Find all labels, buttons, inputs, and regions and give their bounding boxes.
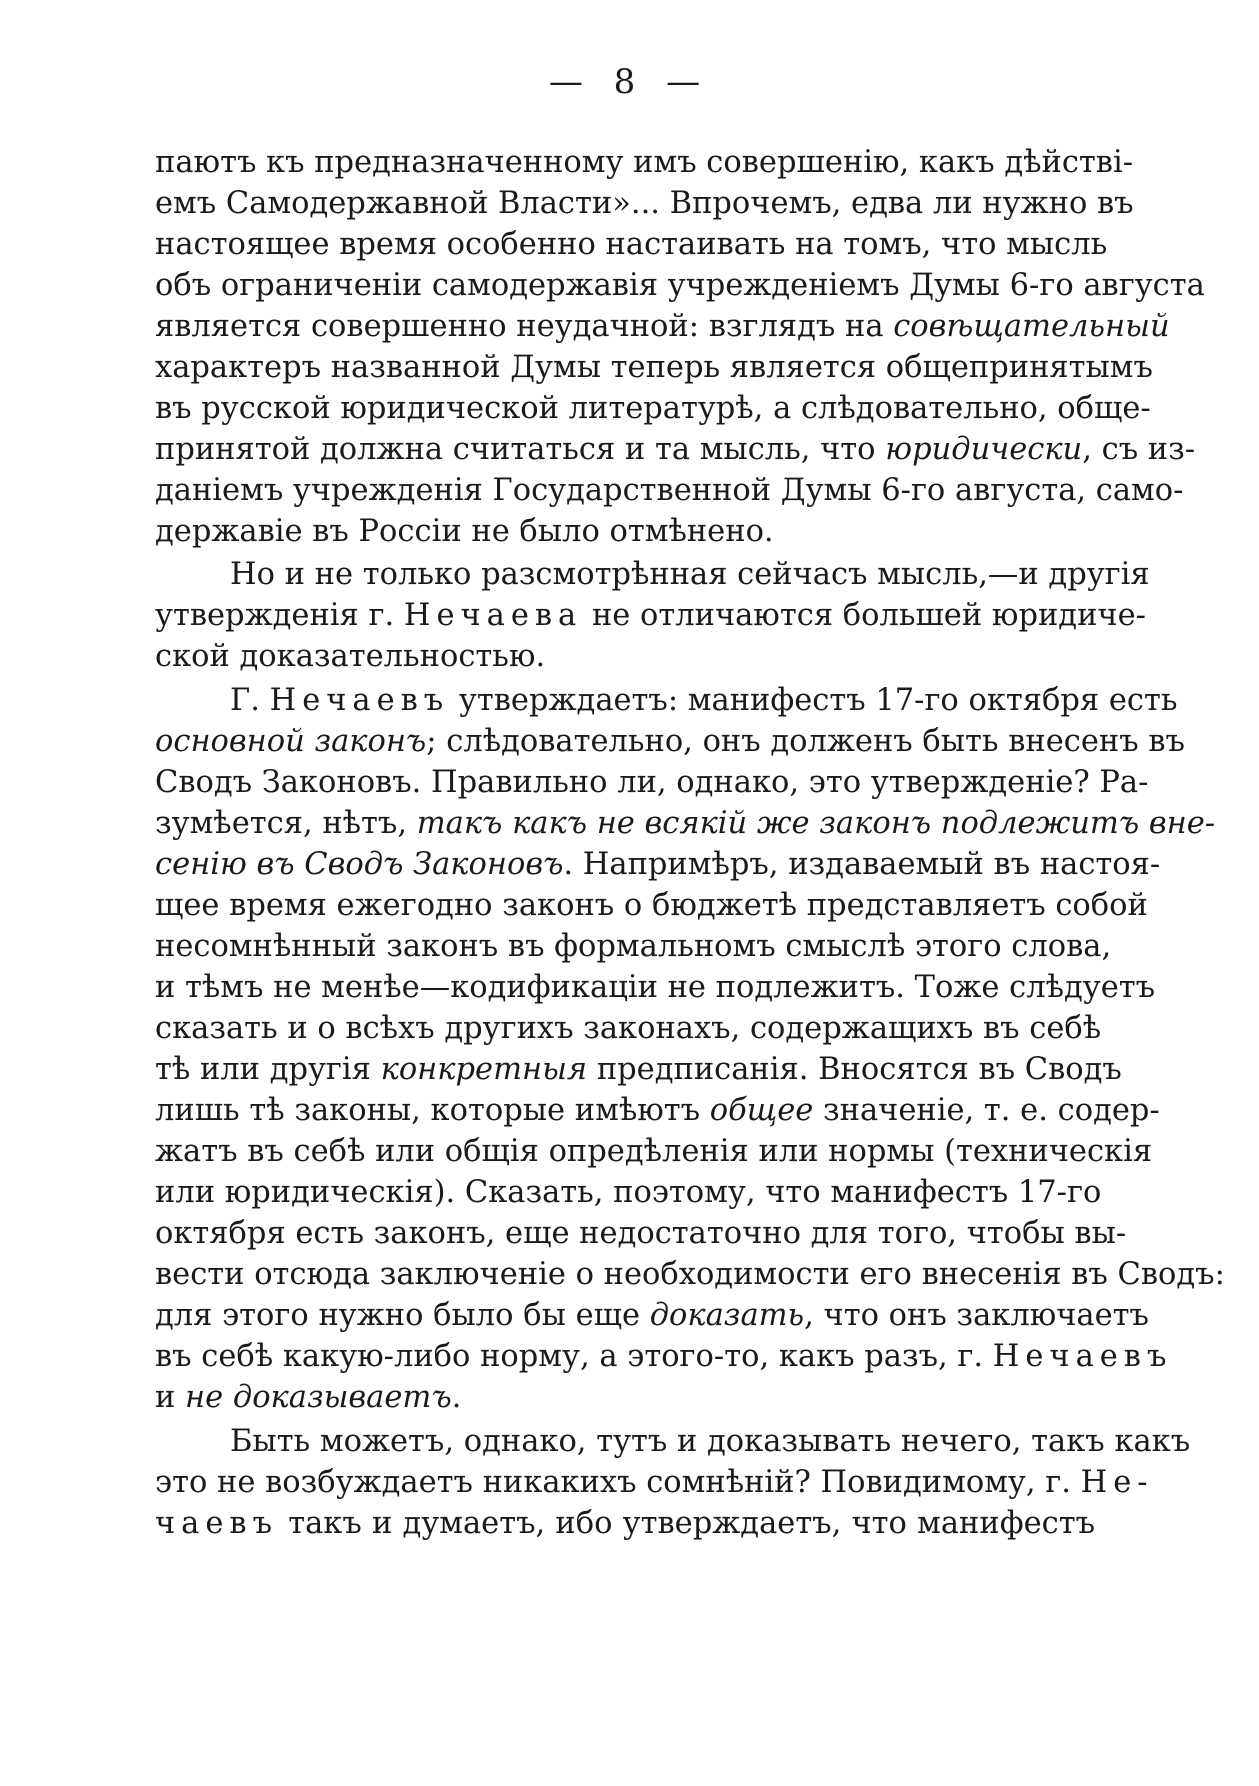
text-line: [155, 1047, 1122, 1093]
text-line: [155, 924, 1112, 970]
text-run: такъ и думаетъ, ибо утверждаетъ, что манифестъ: [277, 1506, 1095, 1541]
text-run: , что онъ заключаетъ: [804, 1298, 1149, 1333]
text-line: [155, 222, 1108, 268]
text-line: [155, 634, 1095, 680]
text-run: настоящее время особенно настаивать на томъ, что мысль: [155, 227, 1108, 262]
text-run: зумѣется, нѣтъ,: [155, 806, 417, 841]
text-run: тѣ или другія: [155, 1052, 381, 1087]
text-run: даніемъ учрежденія Государственной Думы 6-го августа, само-: [155, 473, 1184, 508]
italic-text: не доказываетъ: [185, 1380, 452, 1415]
text-run: лишь тѣ законы, которые имѣютъ: [155, 1093, 710, 1128]
text-run: является совершенно неудачной: взглядъ на: [155, 309, 894, 344]
text-run: утверждаетъ: манифестъ 17-го октября есть: [449, 683, 1178, 718]
text-run: объ ограниченіи самодержавія учрежденіемъ Думы 6-го августа: [155, 268, 1205, 303]
text-run: жатъ въ себѣ или общія опредѣленія или нормы (техническія: [155, 1134, 1153, 1169]
text-run: предписанія. Вносятся въ Сводъ: [587, 1052, 1122, 1087]
italic-text: конкретныя: [380, 1052, 588, 1087]
text-line: [155, 965, 1156, 1011]
text-line: [155, 1006, 1102, 1052]
text-line: [155, 1211, 1127, 1257]
text-run: и: [155, 1380, 186, 1415]
text-line: [155, 1252, 1225, 1298]
text-run: утвержденія г.: [155, 598, 404, 633]
text-line: [155, 1088, 1160, 1134]
text-line: [155, 181, 1134, 227]
text-run: Но и не только разсмотрѣнная сейчасъ мысль,—и другія: [230, 557, 1150, 592]
text-run: ской доказательностью.: [155, 639, 546, 674]
text-line: [155, 1334, 1173, 1380]
text-line: [155, 1129, 1153, 1175]
text-line: [155, 801, 1216, 847]
text-run: это не возбуждаетъ никакихъ сомнѣній? Повидимому, г.: [155, 1465, 1081, 1500]
text-line: [230, 552, 1150, 598]
text-run: въ русской юридической литературѣ, а слѣдовательно, обще-: [155, 391, 1151, 426]
text-run: сказать и о всѣхъ другихъ законахъ, содержащихъ въ себѣ: [155, 1011, 1102, 1046]
spaced-name: Нечаева: [403, 598, 583, 633]
italic-text: основной законъ: [155, 724, 427, 759]
spaced-name: Нечаевъ: [992, 1339, 1173, 1374]
text-run: , съ из-: [1082, 432, 1196, 467]
text-run: октября есть законъ, еще недостаточно для того, чтобы вы-: [155, 1216, 1127, 1251]
text-run: принятой должна считаться и та мысль, что: [155, 432, 886, 467]
text-run: значеніе, т. е. содер-: [813, 1093, 1160, 1128]
text-line: [155, 1460, 1154, 1506]
text-run: характеръ названной Думы теперь является общепринятымъ: [155, 350, 1153, 385]
text-run: Сводъ Законовъ. Правильно ли, однако, это утвержденіе? Ра-: [155, 765, 1149, 800]
text-line: [230, 1419, 1191, 1465]
text-run: ; слѣдовательно, онъ долженъ быть внесенъ въ: [426, 724, 1185, 759]
italic-text: доказать: [649, 1298, 805, 1333]
text-line: [155, 468, 1184, 514]
italic-text: общее: [709, 1093, 814, 1128]
text-line: [155, 345, 1153, 391]
text-line: [155, 1501, 1095, 1547]
text-line: [155, 760, 1149, 806]
spaced-name: Нечаевъ: [269, 683, 450, 718]
text-run: емъ Самодержавной Власти»... Впрочемъ, едва ли нужно въ: [155, 186, 1134, 221]
italic-text: сенію въ Сводъ Законовъ: [155, 847, 564, 882]
text-run: вести отсюда заключеніе о необходимости его внесенія въ Сводъ:: [155, 1257, 1225, 1292]
italic-text: юридически: [885, 432, 1083, 467]
text-run: для этого нужно было бы еще: [155, 1298, 650, 1333]
text-line: [155, 842, 1161, 888]
text-run: .: [451, 1380, 462, 1415]
text-line: [155, 1170, 1102, 1216]
text-line: [155, 140, 1134, 186]
text-run: щее время ежегодно законъ о бюджетѣ представляетъ собой: [155, 888, 1148, 923]
text-run: не отличаются большей юридиче-: [582, 598, 1146, 633]
italic-text: такъ какъ не всякій же законъ подлежитъ вне-: [416, 806, 1216, 841]
text-run: или юридическія). Сказать, поэтому, что манифестъ 17-го: [155, 1175, 1102, 1210]
text-line: [155, 427, 1196, 473]
text-line: [155, 263, 1205, 309]
text-run: державіе въ Россіи не было отмѣнено.: [155, 514, 774, 549]
text-run: паютъ къ предназначенному имъ совершенію, какъ дѣйстві-: [155, 145, 1134, 180]
text-line: [155, 1293, 1149, 1339]
text-run: и тѣмъ не менѣе—кодификаціи не подлежитъ. Тоже слѣдуетъ: [155, 970, 1156, 1005]
spaced-name: чаевъ: [155, 1506, 278, 1541]
text-run: въ себѣ какую-либо норму, а этого-то, какъ разъ, г.: [155, 1339, 993, 1374]
text-line: [155, 719, 1185, 765]
text-line: [230, 678, 1178, 724]
text-line: [155, 593, 1146, 639]
text-line: [155, 304, 1170, 350]
text-run: Г.: [230, 683, 270, 718]
text-run: несомнѣнный законъ въ формальномъ смыслѣ этого слова,: [155, 929, 1112, 964]
text-line: [155, 1375, 1095, 1421]
text-line: [155, 883, 1148, 929]
spaced-name: Не-: [1080, 1465, 1154, 1500]
text-line: [155, 386, 1151, 432]
text-run: Быть можетъ, однако, тутъ и доказывать нечего, такъ какъ: [230, 1424, 1191, 1459]
page-number: — 8 —: [548, 62, 711, 102]
italic-text: совѣщательный: [893, 309, 1170, 344]
text-line: [155, 509, 1095, 555]
text-run: . Напримѣръ, издаваемый въ настоя-: [563, 847, 1161, 882]
